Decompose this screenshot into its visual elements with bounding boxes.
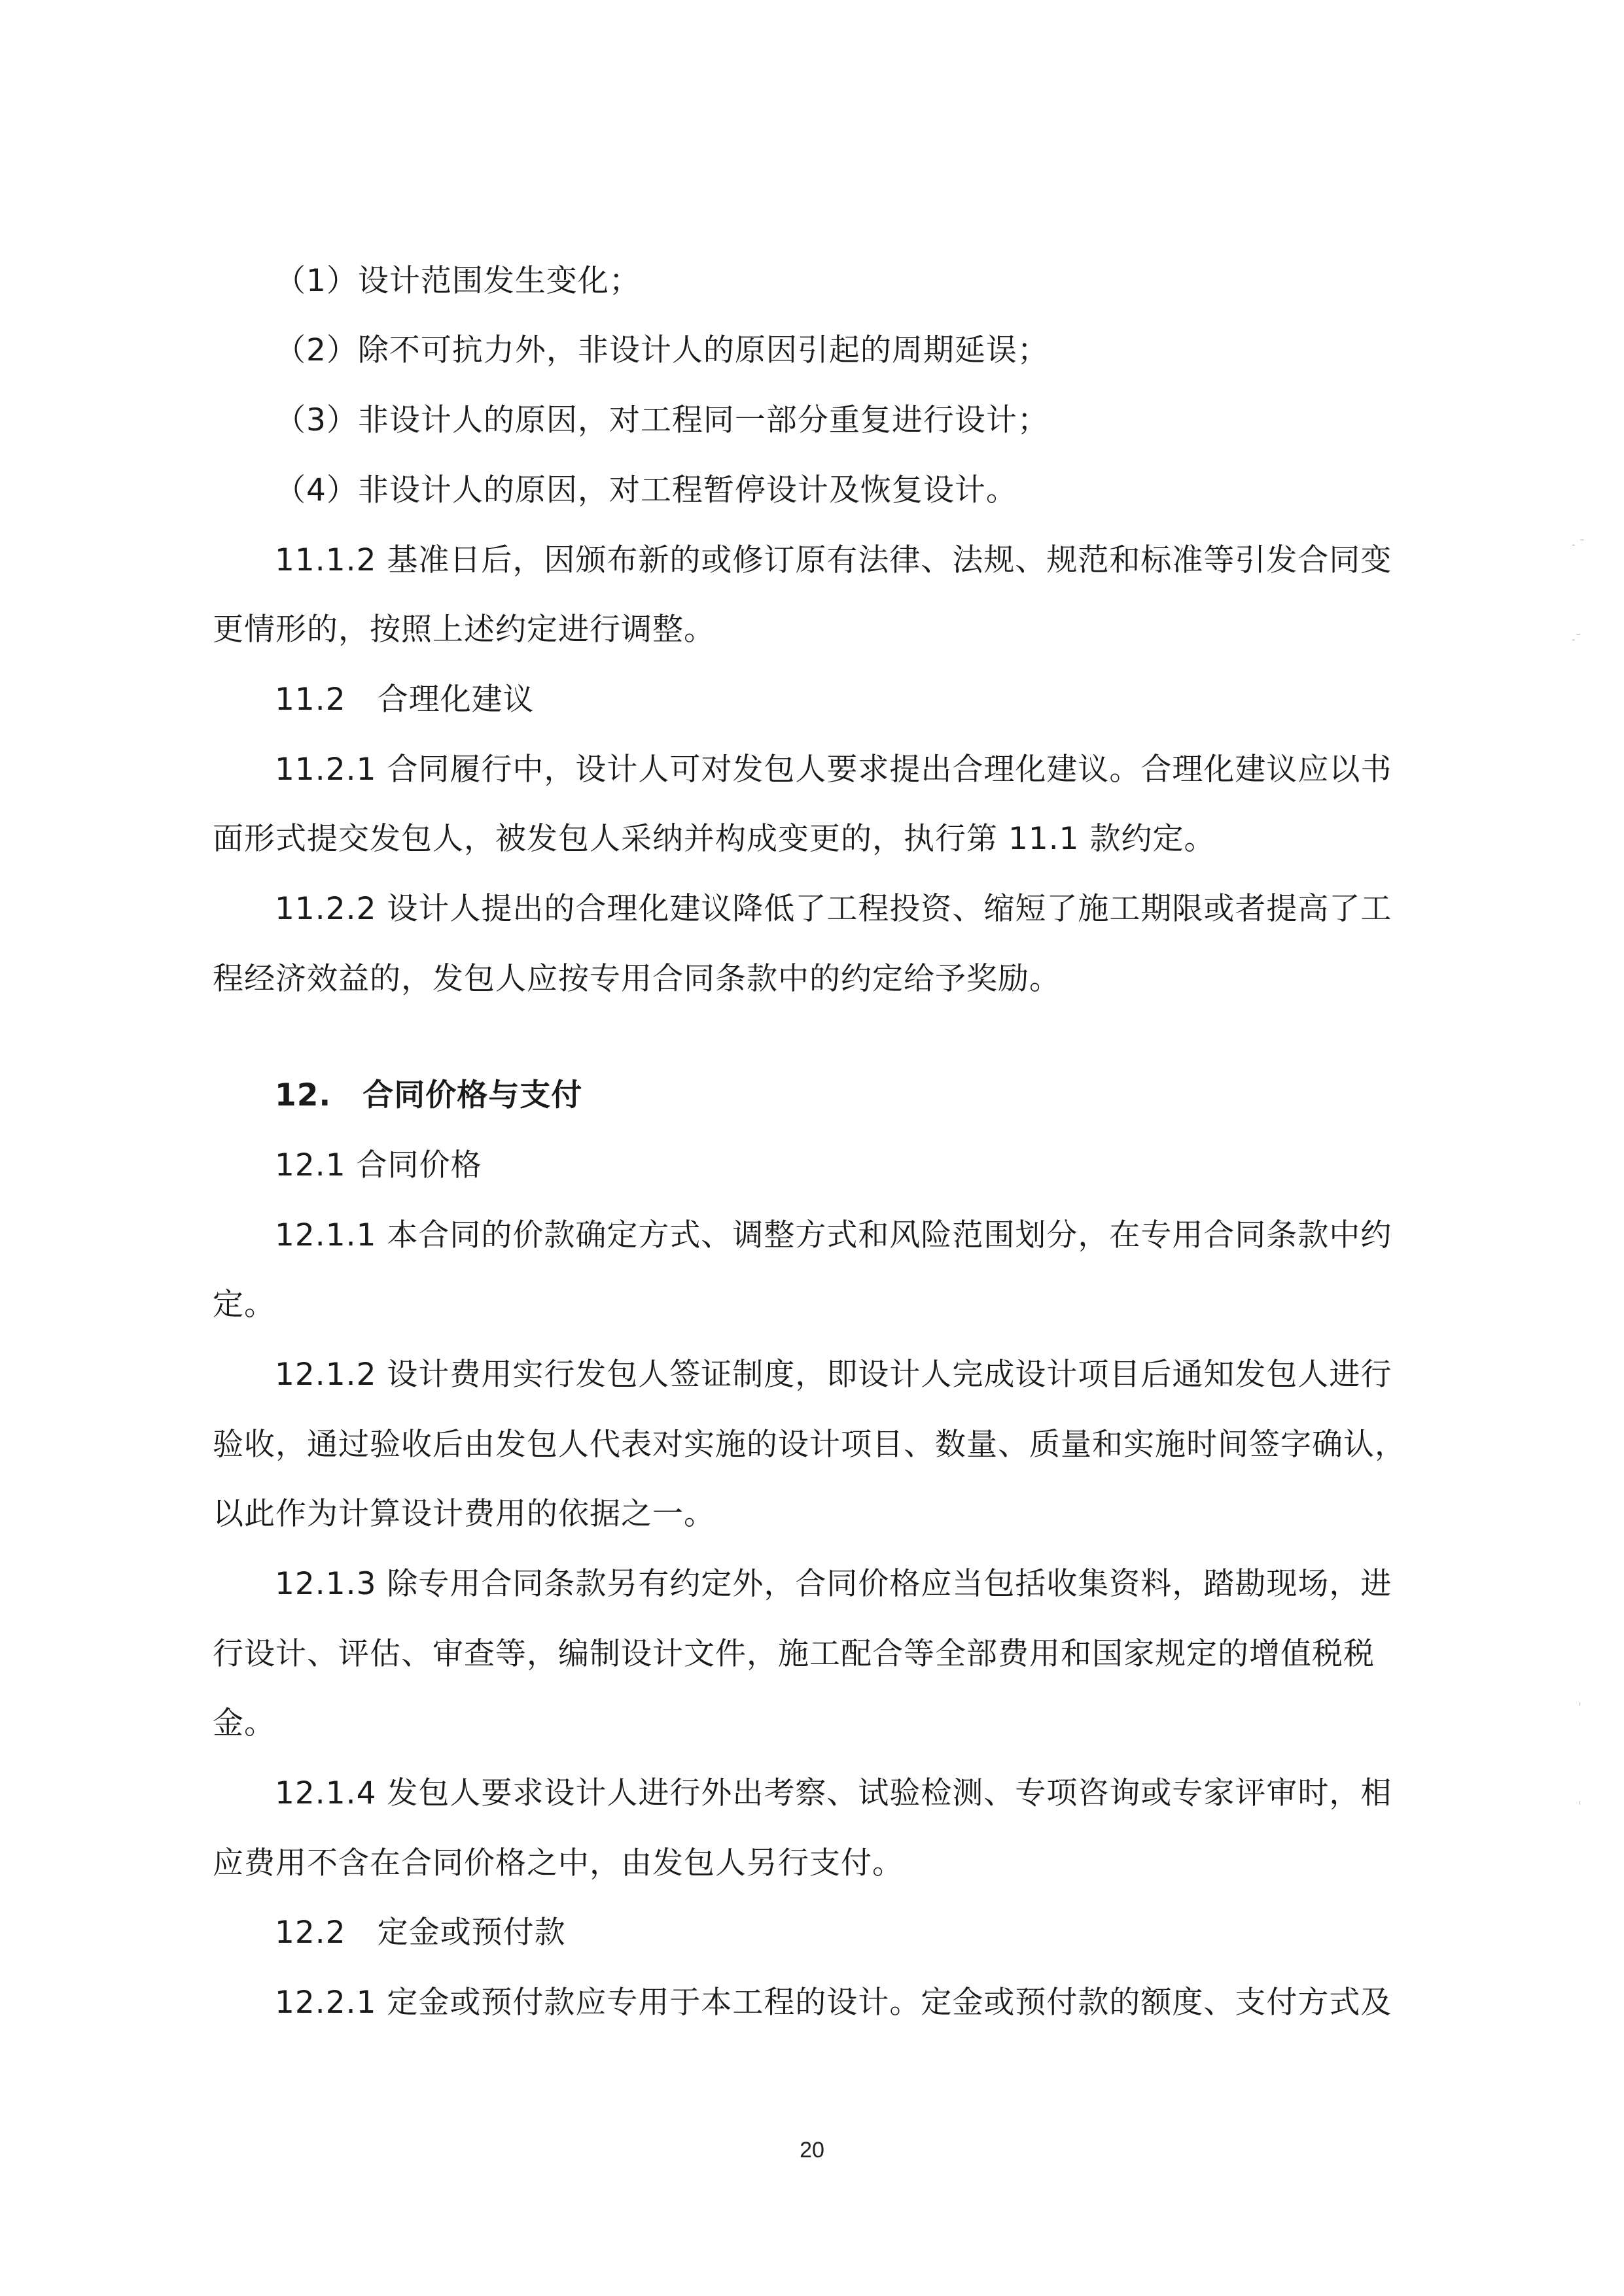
clause-11-1-2-line-1: 11.1.2 基准日后，因颁布新的或修订原有法律、法规、规范和标准等引发合同变 — [275, 542, 1392, 578]
list-item-1: （1）设计范围发生变化； — [275, 263, 641, 299]
clause-11-1-2-line-2: 更情形的，按照上述约定进行调整。 — [213, 612, 715, 648]
clause-12-1-1-line-1: 12.1.1 本合同的价款确定方式、调整方式和风险范围划分，在专用合同条款中约 — [275, 1217, 1392, 1253]
scan-mark: ˗ ˉ — [1572, 538, 1585, 551]
list-item-2: （2）除不可抗力外，非设计人的原因引起的周期延误； — [275, 332, 1049, 368]
clause-12-1-2-line-3: 以此作为计算设计费用的依据之一。 — [213, 1496, 715, 1532]
section-heading-12-2: 12.2 定金或预付款 — [275, 1915, 566, 1951]
clause-12-1-3-line-1: 12.1.3 除专用合同条款另有约定外，合同价格应当包括收集资料，踏勘现场，进 — [275, 1566, 1392, 1602]
clause-12-1-2-line-1: 12.1.2 设计费用实行发包人签证制度，即设计人完成设计项目后通知发包人进行 — [275, 1357, 1392, 1393]
chapter-heading-12: 12. 合同价格与支付 — [275, 1077, 583, 1113]
clause-11-2-2-line-2: 程经济效益的，发包人应按专用合同条款中的约定给予奖励。 — [213, 961, 1061, 997]
clause-12-1-2-line-2: 验收，通过验收后由发包人代表对实施的设计项目、数量、质量和实施时间签字确认， — [213, 1427, 1406, 1463]
scan-mark: ˌ — [1578, 1792, 1581, 1806]
clause-12-2-1-line-1: 12.2.1 定金或预付款应专用于本工程的设计。定金或预付款的额度、支付方式及 — [275, 1985, 1392, 2021]
section-heading-11-2: 11.2 合理化建议 — [275, 682, 535, 718]
clause-11-2-2-line-1: 11.2.2 设计人提出的合理化建议降低了工程投资、缩短了施工期限或者提高了工 — [275, 891, 1392, 927]
scan-mark: ˗ˉ — [1572, 633, 1581, 646]
list-item-4: （4）非设计人的原因，对工程暂停设计及恢复设计。 — [275, 472, 1017, 508]
clause-12-1-4-line-1: 12.1.4 发包人要求设计人进行外出考察、试验检测、专项咨询或专家评审时，相 — [275, 1775, 1392, 1811]
scan-mark: ˈ — [1578, 1701, 1581, 1714]
clause-12-1-3-line-3: 金。 — [213, 1705, 275, 1741]
section-heading-12-1: 12.1 合同价格 — [275, 1147, 482, 1183]
clause-11-2-1-line-1: 11.2.1 合同履行中，设计人可对发包人要求提出合理化建议。合理化建议应以书 — [275, 752, 1392, 788]
clause-12-1-4-line-2: 应费用不含在合同价格之中，由发包人另行支付。 — [213, 1845, 904, 1881]
clause-12-1-1-line-2: 定。 — [213, 1287, 275, 1323]
clause-11-2-1-line-2: 面形式提交发包人，被发包人采纳并构成变更的，执行第 11.1 款约定。 — [213, 821, 1216, 857]
page-number: 20 — [800, 2138, 824, 2163]
clause-12-1-3-line-2: 行设计、评估、审查等，编制设计文件，施工配合等全部费用和国家规定的增值税税 — [213, 1636, 1375, 1672]
list-item-3: （3）非设计人的原因，对工程同一部分重复进行设计； — [275, 402, 1049, 438]
